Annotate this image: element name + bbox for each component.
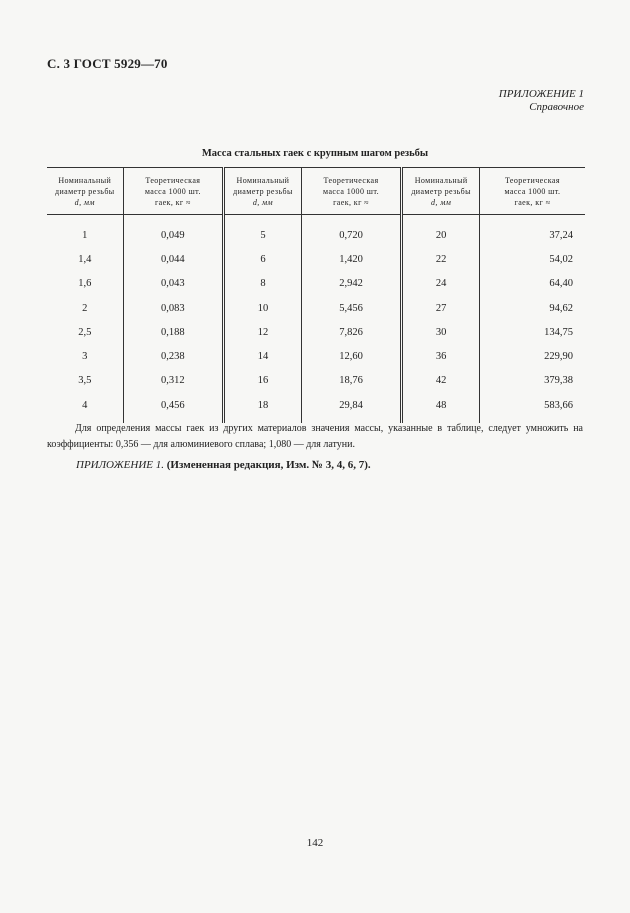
amendment-label: ПРИЛОЖЕНИЕ 1. (76, 459, 164, 471)
table-cell: 134,75 (479, 320, 585, 344)
table-cell: 12 (224, 320, 302, 344)
table-cell: 94,62 (479, 296, 585, 320)
table-cell: 7,826 (301, 320, 402, 344)
header-diameter-3: Номинальный диаметр резьбы d, мм (402, 168, 480, 215)
table-cell: 18,76 (301, 369, 402, 393)
table-cell: 10 (224, 296, 302, 320)
header-mass-1: Теоретическая масса 1000 шт. гаек, кг ≈ (123, 168, 224, 215)
conversion-note: Для определения массы гаек из других материалов значения массы, указанные в таблице, следует умножить на коэффициенты: 0,356 — для алюминиевого сплава; 1,080 — для латуни. (47, 423, 583, 450)
table-cell: 583,66 (479, 393, 585, 417)
table-cell: 22 (402, 247, 480, 271)
table-cell: 27 (402, 296, 480, 320)
header-mass-3: Теоретическая масса 1000 шт. гаек, кг ≈ (479, 168, 585, 215)
table-cell: 2,5 (78, 326, 92, 338)
table-title: Масса стальных гаек с крупным шагом резьбы (201, 148, 429, 159)
appendix-heading (499, 88, 584, 114)
table-cell: 5,456 (301, 296, 402, 320)
document-header: С. 3 ГОСТ 5929—70 (47, 56, 168, 71)
table-cell: 6 (224, 247, 302, 271)
page-number: 142 (306, 837, 324, 849)
table-cell: 54,02 (479, 247, 585, 271)
appendix-title: ПРИЛОЖЕНИЕ 1 (498, 88, 584, 100)
appendix-subtitle: Справочное (529, 101, 584, 113)
table-cell: 1,6 (78, 278, 92, 290)
table-row (47, 393, 585, 417)
header-diameter-2: Номинальный диаметр резьбы d, мм (224, 168, 302, 215)
table-cell: 20 (402, 215, 480, 248)
table-row (47, 320, 585, 344)
table-cell: 229,90 (479, 344, 585, 368)
nut-mass-table (47, 167, 585, 423)
table-cell: 0,049 (123, 215, 224, 248)
table-cell: 64,40 (479, 272, 585, 296)
table-row (47, 369, 585, 393)
table-cell: 18 (224, 393, 302, 417)
amendment-text: (Измененная редакция, Изм. № 3, 4, 6, 7). (166, 459, 371, 471)
table-cell: 379,38 (479, 369, 585, 393)
table-cell: 0,188 (123, 320, 224, 344)
table-row (47, 215, 585, 248)
table-cell: 24 (402, 272, 480, 296)
table-cell: 0,456 (123, 393, 224, 417)
table-cell: 37,24 (479, 215, 585, 248)
table-cell: 0,043 (123, 272, 224, 296)
table-cell: 36 (402, 344, 480, 368)
table-cell: 30 (402, 320, 480, 344)
table-cell: 0,720 (301, 215, 402, 248)
table-cell: 5 (224, 215, 302, 248)
table-cell: 1 (82, 229, 88, 241)
table-cell: 3 (82, 351, 88, 363)
table-cell: 42 (402, 369, 480, 393)
table-cell: 0,238 (123, 344, 224, 368)
table-cell: 48 (402, 393, 480, 417)
table-cell: 0,044 (123, 247, 224, 271)
header-diameter-1: Номинальный диаметр резьбы d, мм (47, 168, 123, 215)
table-cell: 16 (224, 369, 302, 393)
table-cell: 3,5 (78, 375, 92, 387)
table-cell: 29,84 (301, 393, 402, 417)
header-mass-2: Теоретическая масса 1000 шт. гаек, кг ≈ (301, 168, 402, 215)
table-row (47, 247, 585, 271)
table-row (47, 296, 585, 320)
table-cell: 0,312 (123, 369, 224, 393)
table-row (47, 344, 585, 368)
table-cell: 2,942 (301, 272, 402, 296)
table-cell: 8 (224, 272, 302, 296)
table-header-row (47, 168, 585, 215)
table-cell: 2 (82, 302, 88, 314)
table-cell: 1,4 (78, 253, 92, 265)
amendment-note (76, 459, 371, 471)
table-cell: 1,420 (301, 247, 402, 271)
table-cell: 0,083 (123, 296, 224, 320)
table-cell: 14 (224, 344, 302, 368)
table-cell: 4 (82, 399, 88, 411)
table-cell: 12,60 (301, 344, 402, 368)
table-row (47, 272, 585, 296)
